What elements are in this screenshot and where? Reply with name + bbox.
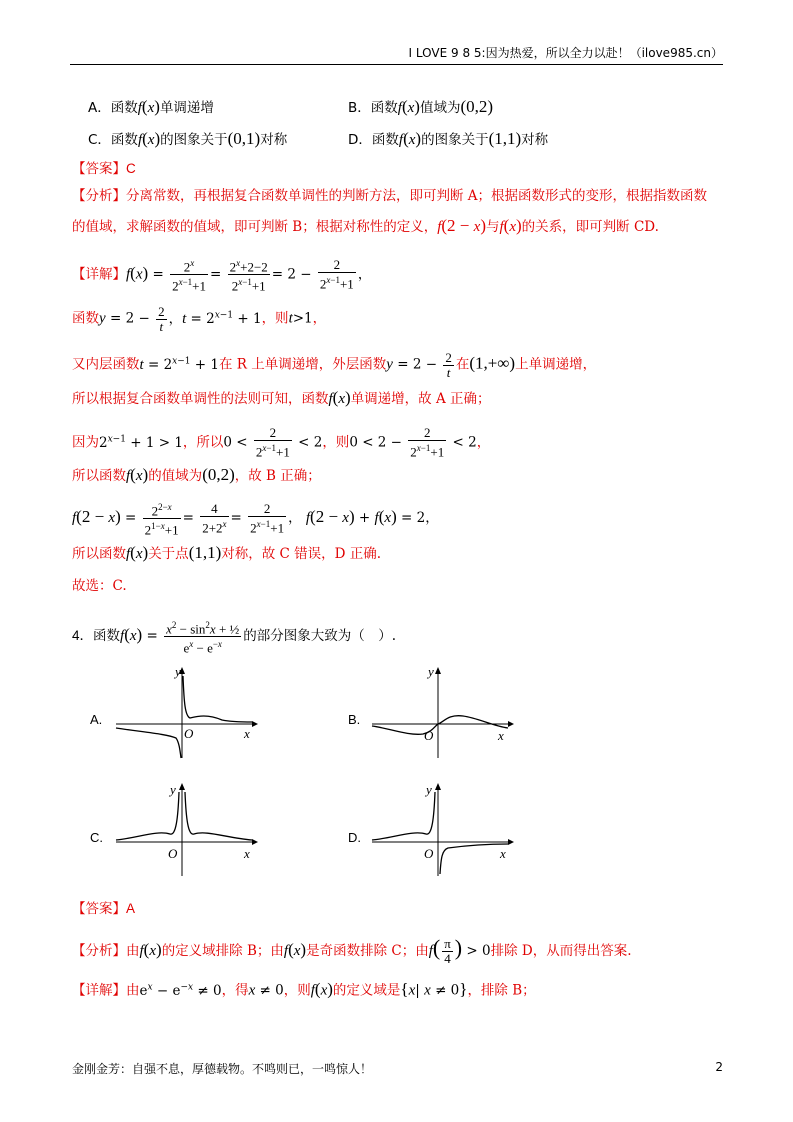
q4-stem: 4．函数f(x) = $\frac{x^2 - \sin^2x + \frac{1}{2}}{e^x - e^{-x}}$ 的部分图象大致为（ ）. bbox=[72, 619, 397, 656]
q3-detail-7: f(2 − x) = $\frac{2^{2-x}}{2^{1-x}+1}$ = $\frac{4}{2+2^x}$ = $\frac{2}{2^{x-1}+1}$ ， f(2 − x) + f(x) = 2， bbox=[72, 500, 439, 538]
q3-detail-3: 又内层函数$t = 2^{x-1} + 1$在 R 上单调递增，外层函数y = 2 − $\frac{2}{t}$ 在(1,+∞)上单调递增， bbox=[72, 349, 597, 380]
page-number: 2 bbox=[715, 1060, 723, 1074]
graph-d bbox=[368, 778, 518, 878]
graph-b-y: y bbox=[428, 664, 434, 679]
graph-b bbox=[368, 662, 518, 762]
q3-answer: 【答案】C bbox=[72, 161, 136, 177]
graph-c-o: O bbox=[168, 846, 178, 861]
graph-c-label: C. bbox=[90, 830, 103, 845]
q3-choice: 故选：C. bbox=[72, 578, 127, 594]
graph-b-o: O bbox=[424, 728, 434, 743]
graph-b-x: x bbox=[498, 728, 504, 743]
q3-analysis-1: 【分析】分离常数，再根据复合函数单调性的判断方法，即可判断 A；根据函数形式的变形，根据指数函数 bbox=[72, 188, 708, 204]
page-header: I LOVE 9 8 5:因为热爱，所以全力以赴！（ilove985.cn） bbox=[70, 44, 723, 65]
graph-d-o: O bbox=[424, 846, 434, 861]
q4-analysis: 【分析】由f(x)的定义域排除 B；由f(x)是奇函数排除 C；由f( $\frac{\pi}{4}$ ) > 0排除 D，从而得出答案. bbox=[72, 935, 632, 966]
q3-detail-5: 因为$2^{x-1} + 1 > 1$，所以0 < $\frac{2}{2^{x-1}+1}$ < 2，则0 < 2 − $\frac{2}{2^{x-1}+1}$ < 2， bbox=[72, 425, 491, 460]
graph-a-y: y bbox=[175, 664, 181, 679]
q3-analysis-2: 的值域，求解函数的值域，即可判断 B；根据对称性的定义，f(2 − x)与f(x)的关系，即可判断 CD. bbox=[72, 216, 659, 235]
option-c: C．函数f(x)的图象关于(0,1)对称 bbox=[88, 129, 288, 148]
graph-c bbox=[112, 778, 262, 878]
q4-detail: 【详解】由$e^x - e^{-x} \ne 0$，得x ≠ 0，则f(x)的定义域是{x| x ≠ 0}，排除 B； bbox=[72, 979, 536, 999]
graph-c-y: y bbox=[170, 782, 176, 797]
graph-d-label: D. bbox=[348, 830, 361, 845]
q3-detail-6: 所以函数f(x)的值域为(0,2)，故 B 正确； bbox=[72, 465, 321, 484]
graph-a-x: x bbox=[244, 726, 250, 741]
option-d: D．函数f(x)的图象关于(1,1)对称 bbox=[348, 129, 549, 148]
q3-detail-4: 所以根据复合函数单调性的法则可知，函数f(x)单调递增，故 A 正确； bbox=[72, 388, 491, 407]
graph-d-x: x bbox=[500, 846, 506, 861]
q3-detail-8: 所以函数f(x)关于点(1,1)对称，故 C 错误，D 正确. bbox=[72, 543, 382, 562]
graph-a bbox=[112, 662, 262, 762]
graph-a-label: A. bbox=[90, 712, 103, 727]
option-b: B．函数f(x)值域为(0,2) bbox=[348, 97, 494, 116]
graph-b-label: B. bbox=[348, 712, 361, 727]
q4-answer: 【答案】A bbox=[72, 901, 136, 917]
option-a: A．函数f(x)单调递增 bbox=[88, 97, 214, 116]
q3-detail-2: 函数y = 2 − $\frac{2}{t}$ ，$t = 2^{x-1} + 1$，则t>1， bbox=[72, 303, 327, 334]
graph-c-x: x bbox=[244, 846, 250, 861]
footer-motto: 金刚金芳：自强不息，厚德载物。不鸣则已，一鸣惊人！ bbox=[72, 1062, 373, 1076]
page-footer bbox=[72, 1060, 723, 1077]
graph-a-o: O bbox=[184, 726, 194, 741]
graph-d-y: y bbox=[426, 782, 432, 797]
q3-detail-1: 【详解】f(x) = $\frac{2^x}{2^{x-1}+1}$ = $\frac{2^x+2-2}{2^{x-1}+1}$ = 2 − $\frac{2}{2^{x-1}+1}$ ， bbox=[72, 257, 372, 294]
